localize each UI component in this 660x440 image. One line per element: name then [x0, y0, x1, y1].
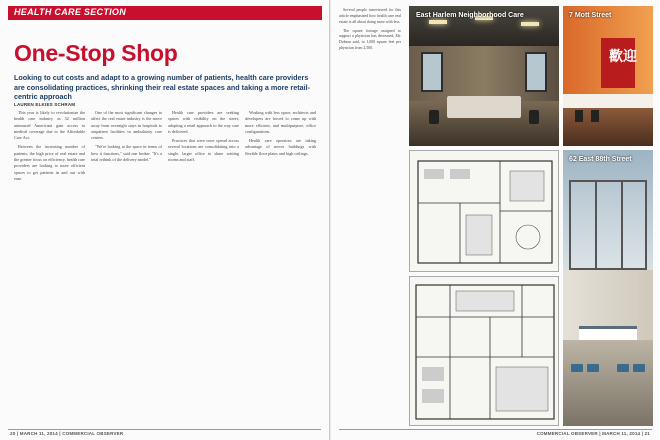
article-column	[14, 110, 85, 426]
floor-plan	[409, 150, 559, 272]
right-page	[331, 0, 660, 440]
article-column	[91, 110, 162, 426]
mullion	[595, 180, 597, 270]
ceiling-light	[521, 22, 539, 26]
east-88th-photo	[563, 150, 653, 426]
page-folio: COMMERCIAL OBSERVER | MARCH 11, 2014 | 21	[536, 431, 650, 436]
article-column	[245, 110, 316, 426]
glass-wall	[569, 180, 647, 270]
paragraph: This year is likely to revolutionize the health care industry as 32 million uninsured Americans gain access to medical coverage due to the Affordable Care Act.	[14, 110, 85, 141]
floor-plan-drawing	[410, 151, 560, 273]
article-column	[168, 110, 239, 426]
counter	[563, 94, 653, 108]
photo-caption: 62 East 88th Street	[569, 156, 632, 163]
footer-rule	[339, 429, 652, 430]
waiting-seat	[617, 364, 629, 372]
window	[525, 52, 547, 92]
chair	[529, 110, 539, 124]
east-harlem-photo	[409, 6, 559, 146]
article-body	[14, 110, 316, 426]
page-folio: 20 | MARCH 11, 2014 | COMMERCIAL OBSERVER	[10, 431, 124, 436]
ceiling-light	[429, 20, 447, 24]
byline: LAUREN ELKIES SCHRAM	[14, 102, 76, 107]
deck: Looking to cut costs and adapt to a growing number of patients, health care providers are consolidating practices, shrinking their real estate spaces and taking a more retail-centric approach	[14, 73, 310, 102]
paragraph: Health care operators are taking advantage of newer buildings with flexible floor plates and high ceilings.	[245, 138, 316, 156]
welcome-sign-text: 歡迎	[609, 49, 637, 65]
headline: One-Stop Shop	[14, 40, 178, 66]
paragraph: The square footage assigned to support a physician has decreased, Mr. Dobson said, to 1,000 square feet per physician from 2,500.	[339, 28, 401, 51]
section-banner-label: HEALTH CARE SECTION	[14, 7, 127, 17]
stool	[591, 110, 599, 122]
reception-desk	[447, 96, 521, 118]
paragraph: Practices that were once spread across several locations are consolidating into a single, larger office to share waiting rooms and staff.	[168, 138, 239, 163]
waiting-seat	[633, 364, 645, 372]
paragraph: Several people interviewed for this article emphasized how health care real estate is all about doing more with less.	[339, 8, 401, 24]
floor-plan	[409, 276, 559, 426]
section-banner	[8, 6, 322, 20]
paragraph: Health care providers are seeking spaces with visibility on the street, adopting a retail approach to the way care is delivered.	[168, 110, 239, 134]
photo-caption: 7 Mott Street	[569, 12, 612, 19]
photo-caption: East Harlem Neighborhood Care	[416, 12, 524, 19]
stool	[575, 110, 583, 122]
floor	[563, 340, 653, 426]
window	[421, 52, 443, 92]
paragraph: "We're looking at the space in terms of how it functions," said one broker. "It's a total rethink of the delivery model."	[91, 144, 162, 163]
article-column	[339, 8, 401, 426]
paragraph: Between the increasing number of patients, the high price of real estate and the greater focus on efficiency, health care providers are looking to more efficient spaces to get patients in and out with ease.	[14, 144, 85, 181]
footer-rule	[8, 429, 321, 430]
chair	[429, 110, 439, 124]
waiting-seat	[571, 364, 583, 372]
photo-layout	[409, 6, 653, 426]
mott-street-photo	[563, 6, 653, 146]
waiting-seat	[587, 364, 599, 372]
paragraph: One of the most significant changes to affect the real estate industry is the move away from overnight stays in hospitals to outpatient facilities in ambulatory care centers.	[91, 110, 162, 141]
floor-plan-drawing	[410, 277, 560, 427]
mullion	[621, 180, 623, 270]
paragraph: Working with less space, architects and developers are forced to come up with more efficient, and multipurpose, office configurations.	[245, 110, 316, 134]
